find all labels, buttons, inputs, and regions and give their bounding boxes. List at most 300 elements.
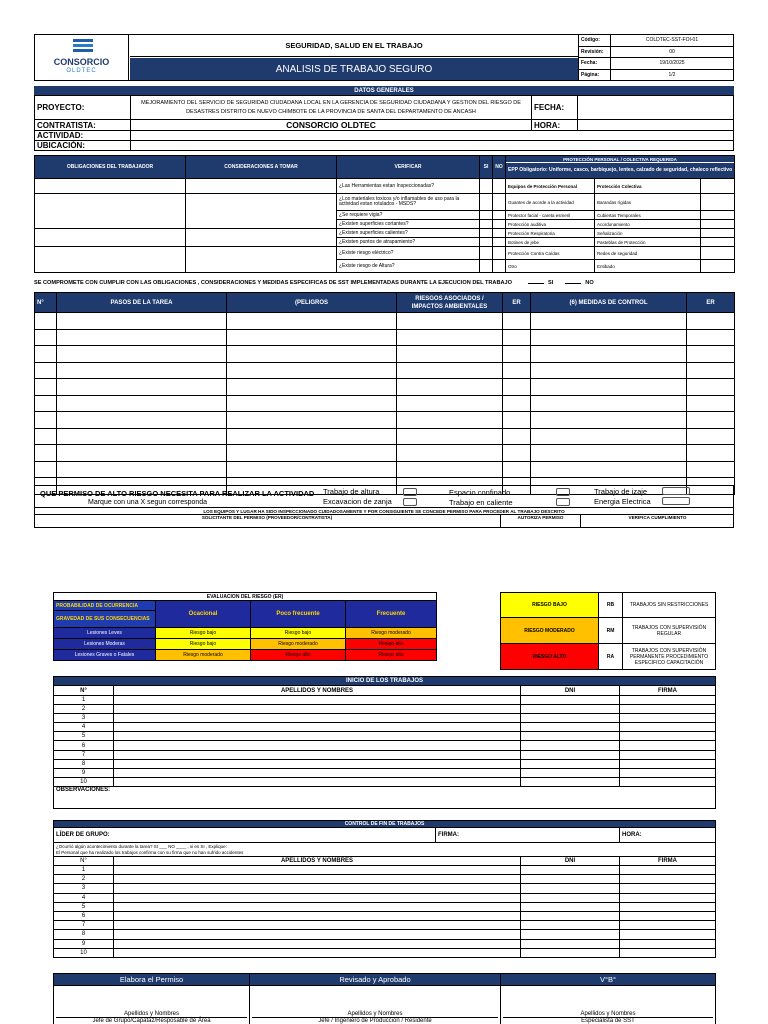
- fin-cell[interactable]: [521, 893, 620, 902]
- colectiva-col-header: Protección Colectiva: [595, 179, 701, 194]
- step-cell[interactable]: [57, 412, 227, 429]
- sig-nombres-label: Apellidos y Nombres: [123, 1011, 180, 1017]
- steps-col-er2: ER: [687, 293, 735, 313]
- fin-row: [54, 866, 716, 875]
- row-number: 5: [54, 902, 114, 911]
- colectiva-item: Pasteblas de Protección: [595, 238, 701, 247]
- fin-cell[interactable]: [620, 911, 716, 920]
- row-number: 10: [54, 777, 114, 786]
- si-checkbox[interactable]: [480, 194, 493, 211]
- step-row: [35, 362, 735, 379]
- commit-no-blank[interactable]: [565, 283, 581, 284]
- fin-row: [54, 875, 716, 884]
- proyecto-label: PROYECTO:: [35, 96, 131, 120]
- sig-nombres-label: Apellidos y Nombres: [580, 1011, 636, 1017]
- step-cell[interactable]: [227, 362, 397, 379]
- step-cell[interactable]: [397, 379, 503, 396]
- permit-check-caliente[interactable]: [556, 498, 570, 506]
- fin-cell[interactable]: [620, 930, 716, 939]
- inicio-cell[interactable]: [521, 741, 620, 750]
- epp-item: Protección auditiva: [506, 220, 595, 229]
- no-checkbox[interactable]: [493, 238, 506, 247]
- inicio-cell[interactable]: [620, 732, 716, 741]
- fin-cell[interactable]: [620, 893, 716, 902]
- fecha-label: FECHA:: [532, 96, 578, 120]
- step-cell[interactable]: [687, 395, 735, 412]
- step-cell[interactable]: [687, 379, 735, 396]
- legend-row: [501, 618, 716, 644]
- verify-item: ¿Existen puntos de atrapamiento?: [337, 238, 480, 247]
- fin-cell[interactable]: [521, 921, 620, 930]
- fin-cell[interactable]: [114, 911, 521, 920]
- inicio-cell[interactable]: [620, 777, 716, 786]
- inicio-cell[interactable]: [620, 750, 716, 759]
- step-cell[interactable]: [397, 395, 503, 412]
- step-cell[interactable]: [397, 346, 503, 363]
- obligation-cell[interactable]: [35, 179, 186, 194]
- inicio-cell[interactable]: [521, 750, 620, 759]
- sig-vb-cell[interactable]: [501, 986, 716, 1024]
- fin-table: [53, 820, 715, 958]
- step-cell[interactable]: [227, 313, 397, 330]
- step-cell[interactable]: [397, 461, 503, 478]
- step-cell[interactable]: [687, 445, 735, 462]
- step-cell[interactable]: [531, 461, 687, 478]
- fin-cell[interactable]: [620, 875, 716, 884]
- step-cell[interactable]: [35, 329, 57, 346]
- fin-cell[interactable]: [620, 902, 716, 911]
- meta-label: Código:: [579, 35, 611, 47]
- risk-level-cell: Riesgo alto: [346, 639, 437, 650]
- fin-cell[interactable]: [521, 911, 620, 920]
- step-cell[interactable]: [227, 428, 397, 445]
- epp-item: Protección Respiratoria: [506, 229, 595, 238]
- si-checkbox[interactable]: [480, 229, 493, 238]
- lider-label[interactable]: LÍDER DE GRUPO:: [54, 828, 436, 843]
- opt-label: Trabajo de altura: [323, 487, 380, 496]
- row-number: 5: [54, 732, 114, 741]
- obligation-cell[interactable]: [35, 229, 186, 247]
- signature-block: [53, 973, 715, 1024]
- step-cell[interactable]: [35, 428, 57, 445]
- observaciones-label[interactable]: OBSERVACIONES:: [54, 786, 716, 808]
- fin-cell[interactable]: [620, 921, 716, 930]
- col-frecuente: Frecuente: [346, 601, 437, 628]
- step-cell[interactable]: [687, 412, 735, 429]
- no-checkbox[interactable]: [493, 211, 506, 220]
- col-no: NO: [493, 156, 506, 179]
- permit-mark-hint: Marque con una X segun corresponda: [88, 499, 208, 506]
- step-cell[interactable]: [35, 461, 57, 478]
- step-row: [35, 428, 735, 445]
- grav-label: GRAVEDAD DE SUS CONSECUENCIAS: [54, 611, 156, 628]
- permit-opt-izaje: [594, 487, 647, 496]
- contratista-value: CONSORCIO OLDTEC: [131, 120, 532, 131]
- step-cell[interactable]: [503, 445, 531, 462]
- meta-label: Revisión:: [579, 46, 611, 58]
- step-cell[interactable]: [531, 329, 687, 346]
- inicio-cell[interactable]: [114, 732, 521, 741]
- inicio-cell[interactable]: [114, 750, 521, 759]
- inicio-cell[interactable]: [521, 705, 620, 714]
- row-number: 10: [54, 948, 114, 957]
- fin-cell[interactable]: [114, 866, 521, 875]
- ubicacion-field[interactable]: [131, 141, 734, 151]
- fin-cell[interactable]: [114, 893, 521, 902]
- step-cell[interactable]: [687, 362, 735, 379]
- inicio-cell[interactable]: [620, 759, 716, 768]
- row-number: 7: [54, 921, 114, 930]
- permit-check-electrica[interactable]: [662, 497, 690, 505]
- meta-label: Página:: [579, 69, 611, 81]
- si-checkbox[interactable]: [480, 238, 493, 247]
- step-cell[interactable]: [227, 329, 397, 346]
- inicio-cell[interactable]: [521, 777, 620, 786]
- step-cell[interactable]: [35, 362, 57, 379]
- step-cell[interactable]: [57, 445, 227, 462]
- fin-cell[interactable]: [114, 930, 521, 939]
- step-cell[interactable]: [531, 395, 687, 412]
- fin-cell[interactable]: [521, 930, 620, 939]
- inicio-cell[interactable]: [521, 696, 620, 705]
- fin-firma-label[interactable]: FIRMA:: [436, 828, 620, 843]
- obligation-cell[interactable]: [35, 247, 186, 273]
- step-cell[interactable]: [503, 428, 531, 445]
- sig-rol-2: Jefe / Ingeniero de Produccion / Residente: [252, 1017, 498, 1024]
- inicio-cell[interactable]: [620, 714, 716, 723]
- inicio-cell[interactable]: [521, 732, 620, 741]
- risk-row: [54, 650, 437, 661]
- colectiva-check[interactable]: [701, 211, 735, 220]
- inicio-cell[interactable]: [114, 768, 521, 777]
- col-consideraciones: CONSIDERACIONES A TOMAR: [186, 156, 337, 179]
- consideration-cell[interactable]: [186, 194, 337, 229]
- verify-item: ¿Existen superficies cortantes?: [337, 220, 480, 229]
- sig-elabora-cell[interactable]: [54, 986, 250, 1024]
- inicio-cell[interactable]: [620, 768, 716, 777]
- proyecto-value: MEJORAMIENTO DEL SERVICIO DE SEGURIDAD CIUDADANA LOCAL EN LA GERENCIA DE SEGURIDAD CIUDADANA Y GESTION DEL RIESGO DE DESASTRES DISTRITO DE NUEVO CHIMBOTE DE LA PROVINCIA DE SANTA DEL DEPARTAMENTO DE ANCASH: [131, 96, 532, 120]
- row-number: 7: [54, 750, 114, 759]
- permit-opt-confinado: [449, 488, 510, 497]
- risk-level-cell: Riesgo bajo: [156, 639, 251, 650]
- si-checkbox[interactable]: [480, 211, 493, 220]
- no-checkbox[interactable]: [493, 229, 506, 238]
- steps-col-er: ER: [503, 293, 531, 313]
- legend-code: RA: [599, 644, 623, 670]
- fin-cell[interactable]: [620, 866, 716, 875]
- no-checkbox[interactable]: [493, 260, 506, 273]
- row-number: 4: [54, 893, 114, 902]
- step-cell[interactable]: [531, 346, 687, 363]
- step-cell[interactable]: [35, 445, 57, 462]
- obligations-table: [34, 155, 734, 273]
- step-cell[interactable]: [57, 379, 227, 396]
- fin-cell[interactable]: [521, 902, 620, 911]
- legend-level: RIESGO ALTO: [501, 644, 599, 670]
- step-cell[interactable]: [687, 461, 735, 478]
- no-checkbox[interactable]: [493, 179, 506, 194]
- step-cell[interactable]: [503, 461, 531, 478]
- row-number: 3: [54, 714, 114, 723]
- legend-level: RIESGO BAJO: [501, 593, 599, 618]
- step-cell[interactable]: [687, 428, 735, 445]
- epp-col-header: Equipos de Protección Personal: [506, 179, 595, 194]
- step-cell[interactable]: [57, 461, 227, 478]
- obligation-cell[interactable]: [35, 194, 186, 229]
- step-cell[interactable]: [531, 379, 687, 396]
- step-cell[interactable]: [397, 412, 503, 429]
- colectiva-check[interactable]: [701, 238, 735, 247]
- fin-cell[interactable]: [114, 948, 521, 957]
- step-cell[interactable]: [503, 379, 531, 396]
- step-cell[interactable]: [227, 445, 397, 462]
- step-cell[interactable]: [397, 428, 503, 445]
- step-row: [35, 461, 735, 478]
- meta-label: Fecha:: [579, 58, 611, 70]
- inicio-cell[interactable]: [114, 714, 521, 723]
- risk-row-label: Lesiones Graves o Fatales: [54, 650, 156, 661]
- step-cell[interactable]: [227, 461, 397, 478]
- step-cell[interactable]: [397, 329, 503, 346]
- consideration-cell[interactable]: [186, 247, 337, 273]
- commit-row: [34, 278, 734, 288]
- actividad-label: ACTIVIDAD:: [35, 131, 131, 141]
- fin-cell[interactable]: [620, 884, 716, 893]
- step-cell[interactable]: [531, 313, 687, 330]
- permit-check-confinado[interactable]: [556, 488, 570, 496]
- inicio-cell[interactable]: [114, 741, 521, 750]
- step-cell[interactable]: [531, 445, 687, 462]
- inicio-cell[interactable]: [114, 759, 521, 768]
- step-cell[interactable]: [687, 346, 735, 363]
- fin-cell[interactable]: [114, 902, 521, 911]
- step-cell[interactable]: [503, 362, 531, 379]
- fin-question-2: El Personal que ha realizado los trabajos confirma con su firma que no han sufrido accidentes: [56, 849, 244, 855]
- fin-cell[interactable]: [114, 884, 521, 893]
- inicio-row: [54, 714, 716, 723]
- contratista-label: CONTRATISTA:: [35, 120, 131, 131]
- inicio-row: [54, 732, 716, 741]
- permit-check-zanja[interactable]: [403, 498, 417, 506]
- inicio-cell[interactable]: [521, 723, 620, 732]
- step-cell[interactable]: [531, 428, 687, 445]
- step-cell[interactable]: [687, 329, 735, 346]
- inicio-cell[interactable]: [521, 759, 620, 768]
- inicio-cell[interactable]: [114, 696, 521, 705]
- fin-cell[interactable]: [620, 939, 716, 948]
- risk-level-cell: Riesgo moderado: [251, 639, 346, 650]
- inicio-cell[interactable]: [114, 705, 521, 714]
- step-cell[interactable]: [503, 412, 531, 429]
- step-cell[interactable]: [503, 313, 531, 330]
- inicio-cell[interactable]: [620, 723, 716, 732]
- step-cell[interactable]: [35, 379, 57, 396]
- legend-row: [501, 644, 716, 670]
- opt-label: Energia Electrica: [594, 497, 651, 506]
- step-cell[interactable]: [57, 346, 227, 363]
- fin-cell[interactable]: [114, 921, 521, 930]
- legend-code: RM: [599, 618, 623, 644]
- permit-opt-electrica: [594, 497, 651, 506]
- colectiva-item: Entibado: [595, 260, 701, 273]
- fin-row: [54, 939, 716, 948]
- epp-item: Protección Contra Caídas: [506, 247, 595, 260]
- si-checkbox[interactable]: [480, 260, 493, 273]
- inicio-cell[interactable]: [620, 696, 716, 705]
- step-cell[interactable]: [503, 346, 531, 363]
- risk-legend: [500, 592, 715, 670]
- meta-value: 19/10/2025: [611, 58, 734, 70]
- inicio-col-n: N°: [54, 686, 114, 696]
- step-row: [35, 412, 735, 429]
- commit-si-blank[interactable]: [528, 283, 544, 284]
- step-row: [35, 395, 735, 412]
- row-number: 6: [54, 741, 114, 750]
- step-cell[interactable]: [57, 329, 227, 346]
- inicio-col-firma: FIRMA: [620, 686, 716, 696]
- fin-cell[interactable]: [620, 948, 716, 957]
- permit-question: QUE PERMISO DE ALTO RIESGO NECESITA PARA REALIZAR LA ACTIVIDAD: [40, 489, 315, 498]
- fin-hora-label[interactable]: HORA:: [620, 828, 716, 843]
- step-cell[interactable]: [687, 313, 735, 330]
- colectiva-check[interactable]: [701, 260, 735, 273]
- step-cell[interactable]: [57, 395, 227, 412]
- datos-generales: [34, 95, 734, 151]
- step-cell[interactable]: [227, 395, 397, 412]
- step-cell[interactable]: [397, 362, 503, 379]
- step-row: [35, 379, 735, 396]
- step-cell[interactable]: [531, 412, 687, 429]
- risk-matrix: [53, 592, 436, 661]
- inicio-cell[interactable]: [521, 714, 620, 723]
- inicio-row: [54, 750, 716, 759]
- fin-title: CONTROL DE FIN DE TRABAJOS: [54, 821, 716, 828]
- steps-col-peligros: (PELIGROS: [227, 293, 397, 313]
- row-number: 3: [54, 884, 114, 893]
- datos-generales-heading: DATOS GENERALES: [34, 86, 734, 95]
- actividad-field[interactable]: [131, 131, 734, 141]
- fin-cell[interactable]: [521, 939, 620, 948]
- fin-cell[interactable]: [521, 875, 620, 884]
- step-cell[interactable]: [35, 313, 57, 330]
- colectiva-item: Barandas rígidas: [595, 194, 701, 211]
- fin-col-n: N°: [54, 857, 114, 866]
- step-cell[interactable]: [397, 313, 503, 330]
- fin-row: [54, 948, 716, 957]
- step-cell[interactable]: [227, 379, 397, 396]
- colectiva-check[interactable]: [701, 194, 735, 211]
- permit-check-izaje[interactable]: [662, 487, 690, 495]
- risk-level-cell: Riesgo bajo: [156, 628, 251, 639]
- no-checkbox[interactable]: [493, 194, 506, 211]
- verify-item: ¿Los materiales toxicos y/o inflamables de uso para la actividad estan rotulados - MSDS?: [337, 194, 480, 211]
- fin-cell[interactable]: [521, 884, 620, 893]
- legend-level: RIESGO MODERADO: [501, 618, 599, 644]
- permit-verifica: VERIFICA CUMPLIMIENTO: [628, 515, 687, 520]
- verify-item: ¿Se requiere vigia?: [337, 211, 480, 220]
- verify-item: ¿Las Herramientas estan Inspeccionadas?: [337, 179, 480, 194]
- colectiva-check[interactable]: [701, 229, 735, 238]
- inicio-row: [54, 759, 716, 768]
- step-cell[interactable]: [227, 412, 397, 429]
- inicio-row: [54, 768, 716, 777]
- fin-cell[interactable]: [114, 875, 521, 884]
- colectiva-check[interactable]: [701, 247, 735, 260]
- consideration-cell[interactable]: [186, 179, 337, 194]
- inicio-row: [54, 723, 716, 732]
- sig-revisado-cell[interactable]: [250, 986, 501, 1024]
- inicio-cell[interactable]: [114, 777, 521, 786]
- permit-solicitante: SOLICITANTE DEL PERMISO (PROVEEDOR/CONTRATISTA): [34, 515, 501, 528]
- inicio-title: INICIO DE LOS TRABAJOS: [54, 677, 716, 686]
- fin-cell[interactable]: [521, 948, 620, 957]
- fin-question-1: ¿Ocurrió algún acontecimiento durante la tarea? SI ___ NO ____ , si es SI , Explique:: [56, 843, 227, 849]
- step-cell[interactable]: [35, 395, 57, 412]
- step-cell[interactable]: [57, 313, 227, 330]
- sig-elabora-heading: Elabora el Permiso: [54, 974, 250, 986]
- step-cell[interactable]: [35, 346, 57, 363]
- sig-revisado-heading: Revisado y Aprobado: [250, 974, 501, 986]
- hora-field[interactable]: [578, 120, 734, 131]
- step-cell[interactable]: [57, 428, 227, 445]
- opt-label: Espacio confinado: [449, 488, 511, 497]
- step-cell[interactable]: [57, 362, 227, 379]
- row-number: 1: [54, 866, 114, 875]
- row-number: 9: [54, 939, 114, 948]
- row-number: 4: [54, 723, 114, 732]
- step-row: [35, 445, 735, 462]
- meta-value: 00: [611, 46, 734, 58]
- step-cell[interactable]: [227, 346, 397, 363]
- step-cell[interactable]: [503, 395, 531, 412]
- epp-item: Guantes de acorde a la actividad: [506, 194, 595, 211]
- inicio-cell[interactable]: [620, 741, 716, 750]
- no-checkbox[interactable]: [493, 220, 506, 229]
- si-checkbox[interactable]: [480, 247, 493, 260]
- opt-label: Trabajo en caliente: [449, 498, 513, 507]
- permit-check-altura[interactable]: [403, 488, 417, 496]
- legend-desc: TRABAJOS CON SUPERVISIÓN PERMANENTE PROCEDIMIENTO ESPECIFICO CAPACITACIÓN: [623, 644, 716, 670]
- si-checkbox[interactable]: [480, 179, 493, 194]
- consideration-cell[interactable]: [186, 229, 337, 247]
- permit-notice: LOS EQUIPOS Y LUGAR HA SIDO INSPECCIONADO CUIDADOSAMENTE Y POR CONSIGUIENTE SE CONCEDE PERMISO PARA PROCEDER AL TRABAJO DESCRITO: [34, 507, 734, 515]
- risk-level-cell: Riesgo moderado: [156, 650, 251, 661]
- inicio-cell[interactable]: [620, 705, 716, 714]
- step-cell[interactable]: [531, 362, 687, 379]
- step-cell[interactable]: [503, 329, 531, 346]
- fecha-field[interactable]: [578, 96, 734, 120]
- steps-col-n: N°: [35, 293, 57, 313]
- inicio-cell[interactable]: [521, 768, 620, 777]
- no-checkbox[interactable]: [493, 247, 506, 260]
- colectiva-check[interactable]: [701, 220, 735, 229]
- fin-cell[interactable]: [521, 866, 620, 875]
- sig-rol-1: Jefe de Grupo/Capataz/Resposable de Área: [56, 1017, 247, 1024]
- epp-item: Protector facial - careta esmeril: [506, 211, 595, 220]
- inicio-table: [53, 676, 715, 809]
- fin-col-apellidos: APELLIDOS Y NOMBRES: [114, 857, 521, 866]
- si-checkbox[interactable]: [480, 220, 493, 229]
- inicio-cell[interactable]: [114, 723, 521, 732]
- fin-cell[interactable]: [114, 939, 521, 948]
- risk-row: [54, 639, 437, 650]
- legend-code: RB: [599, 593, 623, 618]
- risk-row-label: Lesiones Moderas: [54, 639, 156, 650]
- colectiva-item: Redes de seguridad: [595, 247, 701, 260]
- steps-table: [34, 292, 734, 495]
- step-cell[interactable]: [397, 445, 503, 462]
- step-cell[interactable]: [35, 412, 57, 429]
